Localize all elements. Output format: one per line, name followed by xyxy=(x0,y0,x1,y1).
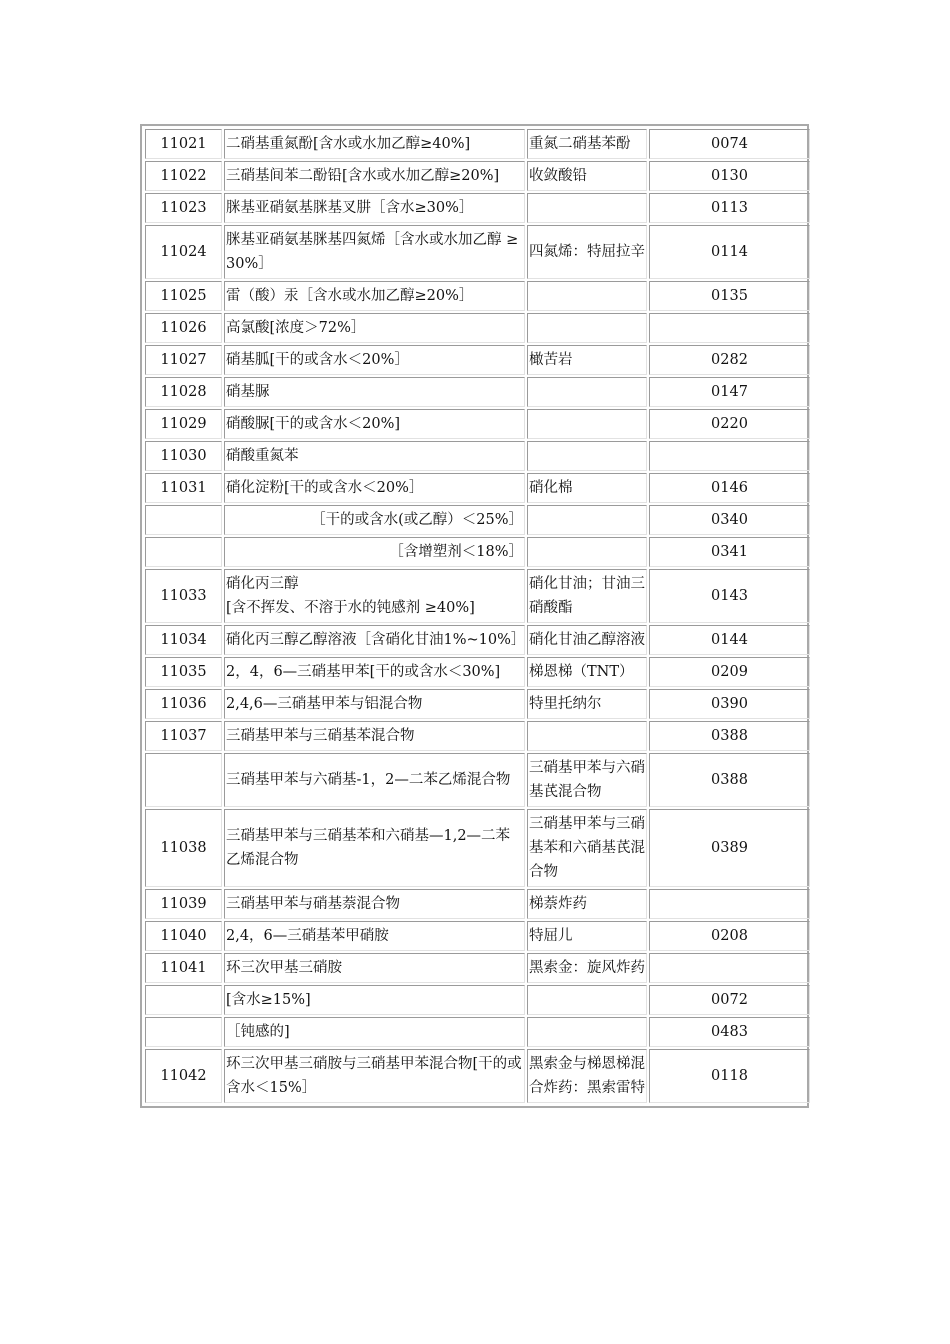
table-row xyxy=(145,537,810,567)
row-un-number: 0220 xyxy=(649,409,810,439)
row-un-number: 0146 xyxy=(649,473,810,503)
row-alias xyxy=(527,505,647,535)
row-code: 11039 xyxy=(145,889,222,919)
row-alias: 硝化甘油乙醇溶液 xyxy=(527,625,647,655)
row-alias: 梯萘炸药 xyxy=(527,889,647,919)
table-row xyxy=(145,281,810,311)
table-row xyxy=(145,313,810,343)
row-un-number: 0114 xyxy=(649,225,810,279)
table-row xyxy=(145,721,810,751)
row-un-number xyxy=(649,441,810,471)
row-code: 11037 xyxy=(145,721,222,751)
row-un-number: 0143 xyxy=(649,569,810,623)
row-alias xyxy=(527,409,647,439)
row-name: 硝化淀粉[干的或含水＜20%］ xyxy=(224,473,525,503)
row-alias xyxy=(527,377,647,407)
row-name: 硝基胍[干的或含水＜20%］ xyxy=(224,345,525,375)
row-alias: 黑索金：旋风炸药 xyxy=(527,953,647,983)
row-name: 硝酸重氮苯 xyxy=(224,441,525,471)
table-row xyxy=(145,409,810,439)
row-un-number xyxy=(649,889,810,919)
table-row xyxy=(145,985,810,1015)
row-name: 硝酸脲[干的或含水＜20%] xyxy=(224,409,525,439)
table-row xyxy=(145,161,810,191)
row-alias: 黑索金与梯恩梯混合炸药：黑索雷特 xyxy=(527,1049,647,1103)
row-un-number: 0118 xyxy=(649,1049,810,1103)
table-row xyxy=(145,505,810,535)
row-un-number: 0388 xyxy=(649,753,810,807)
row-name: 高氯酸[浓度＞72%］ xyxy=(224,313,525,343)
row-code: 11027 xyxy=(145,345,222,375)
row-un-number: 0113 xyxy=(649,193,810,223)
row-code: 11029 xyxy=(145,409,222,439)
table-row xyxy=(145,569,810,623)
row-alias xyxy=(527,985,647,1015)
row-alias: 三硝基甲苯与六硝基芪混合物 xyxy=(527,753,647,807)
row-name: 三硝基甲苯与三硝基苯混合物 xyxy=(224,721,525,751)
row-un-number: 0483 xyxy=(649,1017,810,1047)
row-name: 二硝基重氮酚[含水或水加乙醇≥40%] xyxy=(224,129,525,159)
row-code: 11024 xyxy=(145,225,222,279)
row-alias: 收敛酸铅 xyxy=(527,161,647,191)
row-code: 11034 xyxy=(145,625,222,655)
row-un-number: 0389 xyxy=(649,809,810,887)
table-row xyxy=(145,809,810,887)
row-name: ［干的或含水(或乙醇）＜25%］ xyxy=(224,505,525,535)
dangerous-goods-table xyxy=(140,124,809,1108)
row-alias xyxy=(527,537,647,567)
row-code: 11023 xyxy=(145,193,222,223)
row-un-number: 0388 xyxy=(649,721,810,751)
row-un-number xyxy=(649,953,810,983)
row-name: 雷（酸）汞［含水或水加乙醇≥20%］ xyxy=(224,281,525,311)
row-alias: 特里托纳尔 xyxy=(527,689,647,719)
row-alias: 硝化甘油；甘油三硝酸酯 xyxy=(527,569,647,623)
table-row xyxy=(145,753,810,807)
row-un-number: 0147 xyxy=(649,377,810,407)
row-alias: 梯恩梯（TNT） xyxy=(527,657,647,687)
row-un-number xyxy=(649,313,810,343)
row-code: 11022 xyxy=(145,161,222,191)
row-alias: 四氮烯：特屈拉辛 xyxy=(527,225,647,279)
row-name: 三硝基甲苯与六硝基-1，2—二苯乙烯混合物 xyxy=(224,753,525,807)
row-name: 环三次甲基三硝胺 xyxy=(224,953,525,983)
row-un-number: 0130 xyxy=(649,161,810,191)
row-un-number: 0144 xyxy=(649,625,810,655)
row-un-number: 0135 xyxy=(649,281,810,311)
row-name: 2，4，6—三硝基甲苯[干的或含水＜30%] xyxy=(224,657,525,687)
row-alias xyxy=(527,313,647,343)
row-name: [含水≥15%] xyxy=(224,985,525,1015)
row-code: 11025 xyxy=(145,281,222,311)
table-row xyxy=(145,193,810,223)
table-row xyxy=(145,657,810,687)
row-alias xyxy=(527,193,647,223)
table-row xyxy=(145,473,810,503)
row-code: 11035 xyxy=(145,657,222,687)
row-un-number: 0341 xyxy=(649,537,810,567)
row-name: 硝化丙三醇乙醇溶液［含硝化甘油1%~10%］ xyxy=(224,625,525,655)
row-code: 11030 xyxy=(145,441,222,471)
row-name: 硝化丙三醇 [含不挥发、不溶于水的钝感剂 ≥40%] xyxy=(224,569,525,623)
table-row xyxy=(145,377,810,407)
row-code: 11038 xyxy=(145,809,222,887)
row-code: 11031 xyxy=(145,473,222,503)
row-alias: 特屈儿 xyxy=(527,921,647,951)
row-name: 2,4,6—三硝基甲苯与铝混合物 xyxy=(224,689,525,719)
row-alias xyxy=(527,721,647,751)
row-name: 三硝基甲苯与硝基萘混合物 xyxy=(224,889,525,919)
row-code xyxy=(145,1017,222,1047)
goods-table xyxy=(143,127,812,1105)
row-name: ［钝感的] xyxy=(224,1017,525,1047)
row-alias: 硝化棉 xyxy=(527,473,647,503)
row-code xyxy=(145,537,222,567)
row-code: 11041 xyxy=(145,953,222,983)
table-row xyxy=(145,953,810,983)
table-row xyxy=(145,625,810,655)
row-code: 11033 xyxy=(145,569,222,623)
row-name: 脒基亚硝氨基脒基四氮烯［含水或水加乙醇 ≥30%］ xyxy=(224,225,525,279)
row-alias xyxy=(527,441,647,471)
row-alias: 橄苦岩 xyxy=(527,345,647,375)
row-alias: 三硝基甲苯与三硝基苯和六硝基芪混合物 xyxy=(527,809,647,887)
table-row xyxy=(145,689,810,719)
row-un-number: 0282 xyxy=(649,345,810,375)
row-name: ［含增塑剂＜18%］ xyxy=(224,537,525,567)
row-name: 环三次甲基三硝胺与三硝基甲苯混合物[干的或含水＜15%］ xyxy=(224,1049,525,1103)
table-row xyxy=(145,345,810,375)
row-alias: 重氮二硝基苯酚 xyxy=(527,129,647,159)
table-body xyxy=(145,129,810,1103)
row-name: 三硝基甲苯与三硝基苯和六硝基—1,2—二苯乙烯混合物 xyxy=(224,809,525,887)
row-un-number: 0390 xyxy=(649,689,810,719)
row-code: 11042 xyxy=(145,1049,222,1103)
row-code: 11021 xyxy=(145,129,222,159)
row-code xyxy=(145,985,222,1015)
row-alias xyxy=(527,1017,647,1047)
table-row xyxy=(145,441,810,471)
row-name: 2,4，6—三硝基苯甲硝胺 xyxy=(224,921,525,951)
table-row xyxy=(145,1017,810,1047)
row-code: 11026 xyxy=(145,313,222,343)
row-un-number: 0209 xyxy=(649,657,810,687)
table-row xyxy=(145,921,810,951)
row-un-number: 0072 xyxy=(649,985,810,1015)
row-code: 11036 xyxy=(145,689,222,719)
row-un-number: 0074 xyxy=(649,129,810,159)
row-code: 11040 xyxy=(145,921,222,951)
table-row xyxy=(145,1049,810,1103)
row-un-number: 0340 xyxy=(649,505,810,535)
row-name: 硝基脲 xyxy=(224,377,525,407)
table-row xyxy=(145,129,810,159)
table-row xyxy=(145,889,810,919)
row-name: 脒基亚硝氨基脒基叉肼［含水≥30%］ xyxy=(224,193,525,223)
row-code xyxy=(145,753,222,807)
row-alias xyxy=(527,281,647,311)
row-code: 11028 xyxy=(145,377,222,407)
row-code xyxy=(145,505,222,535)
row-name: 三硝基间苯二酚铅[含水或水加乙醇≥20%] xyxy=(224,161,525,191)
row-un-number: 0208 xyxy=(649,921,810,951)
table-row xyxy=(145,225,810,279)
